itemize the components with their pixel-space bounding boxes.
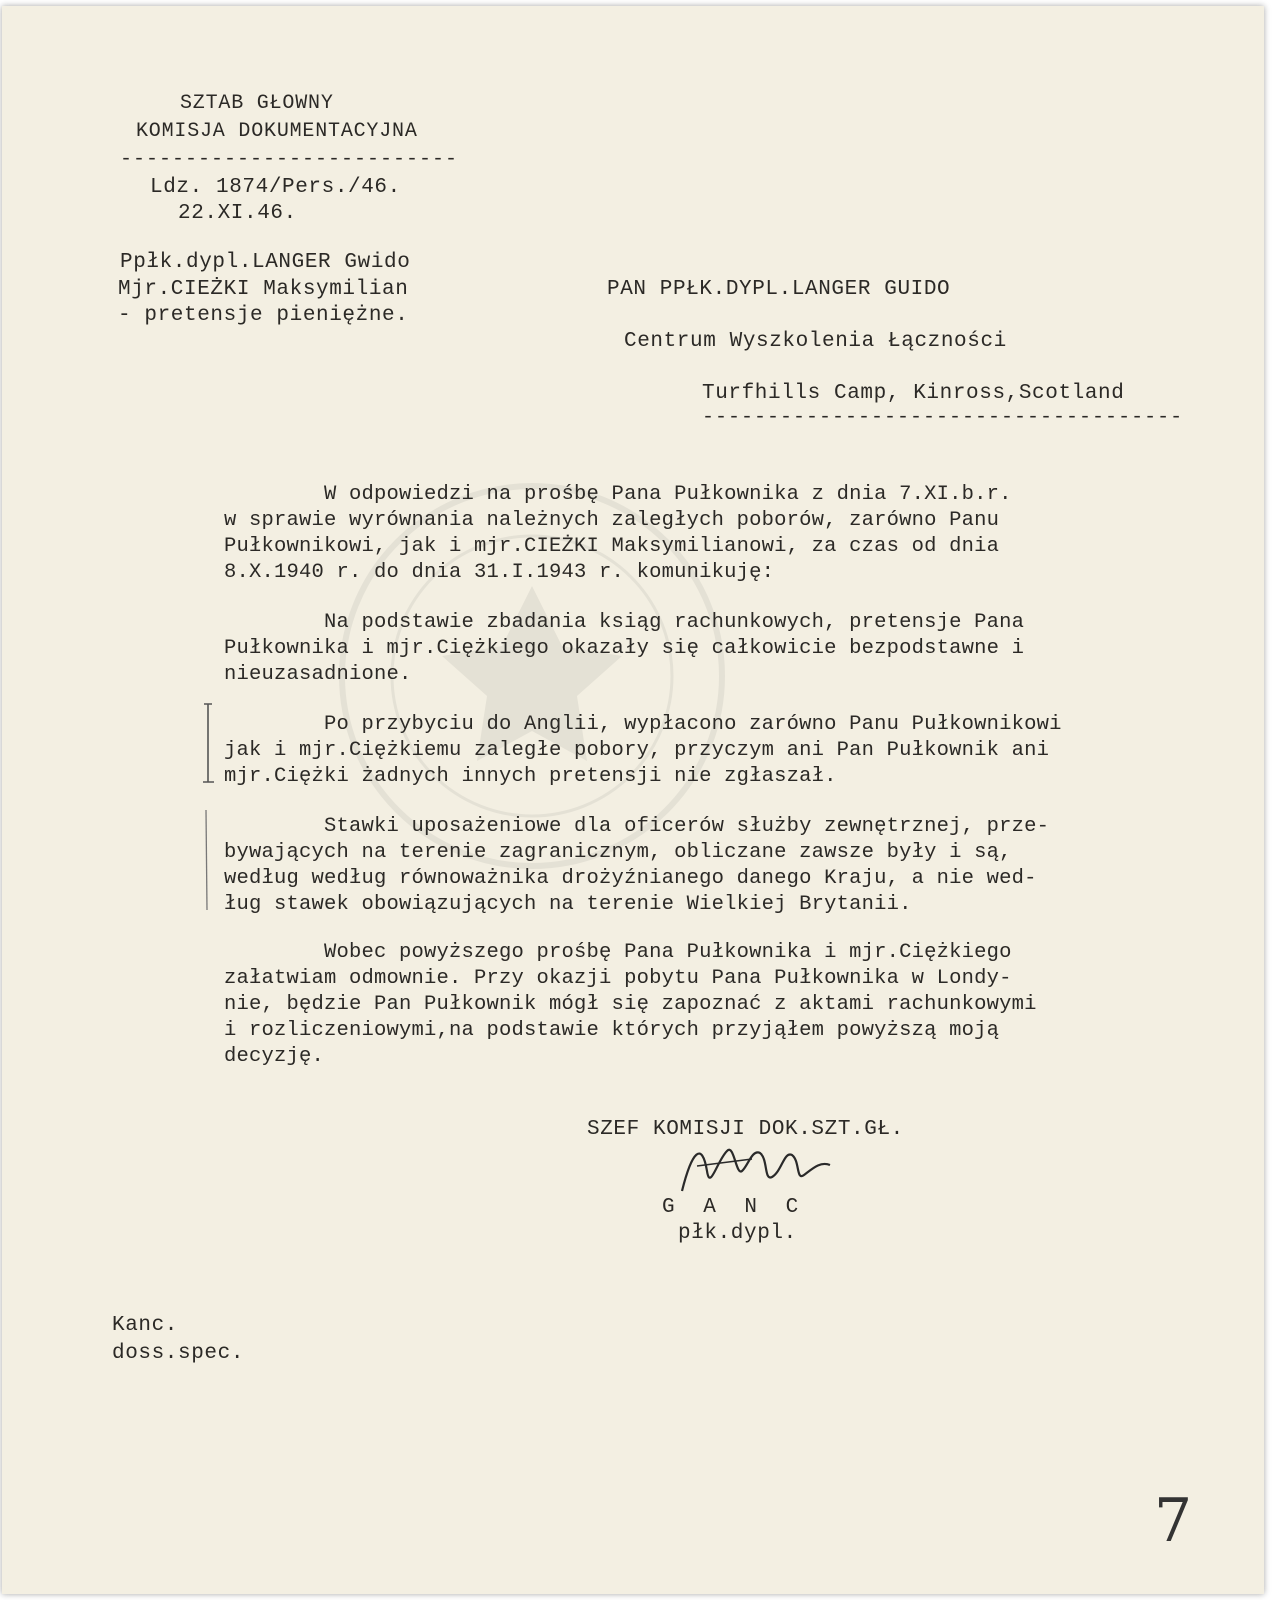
reference-number: Ldz. 1874/Pers./46. [150, 176, 401, 199]
distribution-line-1: Kanc. [112, 1314, 179, 1337]
signature-title: SZEF KOMISJI DOK.SZT.GŁ. [587, 1118, 904, 1141]
subject-line-2: Mjr.CIEŻKI Maksymilian [118, 278, 409, 301]
recipient-separator: ------------------------------------- [702, 406, 1184, 429]
document-date: 22.XI.46. [178, 202, 297, 225]
recipient-unit: Centrum Wyszkolenia Łączności [624, 330, 1007, 353]
margin-line-mark [200, 806, 214, 916]
recipient-name: PAN PPŁK.DYPL.LANGER GUIDO [607, 278, 951, 301]
header-line-1: SZTAB GŁOWNY [180, 92, 334, 115]
distribution-line-2: doss.spec. [112, 1342, 245, 1365]
signatory-rank: płk.dypl. [678, 1222, 797, 1245]
subject-line-3: - pretensje pieniężne. [118, 304, 409, 327]
body-paragraph-1: W odpowiedzi na prośbę Pana Pułkownika z dnia 7.XI.b.r. w sprawie wyrównania należnych zaległych poborów, zarówno Panu Pułkownikowi, jak i mjr.CIEŻKI Maksymilianowi, za czas od dnia 8.X.1940 r. do dnia 31.I.1943 r. komunikuję: [224, 483, 1012, 584]
signatory-name: G A N C [662, 1196, 807, 1219]
header-line-2: KOMISJA DOKUMENTACYJNA [136, 120, 418, 143]
page-number: 7 [1154, 1486, 1193, 1556]
subject-line-1: Ppłk.dypl.LANGER Gwido [120, 251, 411, 274]
body-paragraph-2: Na podstawie zbadania ksiąg rachunkowych, pretensje Pana Pułkownika i mjr.Ciężkiego okazały się całkowicie bezpodstawne i nieuzasadnione. [224, 611, 1025, 686]
handwritten-signature [672, 1131, 842, 1206]
header-separator: -------------------------- [120, 148, 459, 171]
body-paragraph-3: Po przybyciu do Anglii, wypłacono zarówno Panu Pułkownikowi jak i mjr.Ciężkiemu zaległe pobory, przyczym ani Pan Pułkownik ani mjr.Ciężki żadnych innych pretensji nie zgłaszał. [224, 713, 1062, 788]
body-paragraph-4: Stawki uposażeniowe dla oficerów służby zewnętrznej, prze- bywających na terenie zagranicznym, obliczane zawsze były i są, według według równoważnika drożyźnianego danego Kraju, a nie wed- ług stawek obowiązujących na terenie Wielkiej Brytanii. [224, 815, 1050, 916]
document-page [2, 6, 1264, 1594]
margin-bracket-mark [200, 700, 222, 790]
recipient-address: Turfhills Camp, Kinross,Scotland [702, 382, 1125, 405]
body-paragraph-5: Wobec powyższego prośbę Pana Pułkownika i mjr.Ciężkiego załatwiam odmownie. Przy okazji pobytu Pana Pułkownika w Londy- nie, będzie Pan Pułkownik mógł się zapoznać z aktami rachunkowymi i rozliczeniowymi,na podstawie których przyjąłem powyższą moją decyzję. [224, 941, 1037, 1068]
